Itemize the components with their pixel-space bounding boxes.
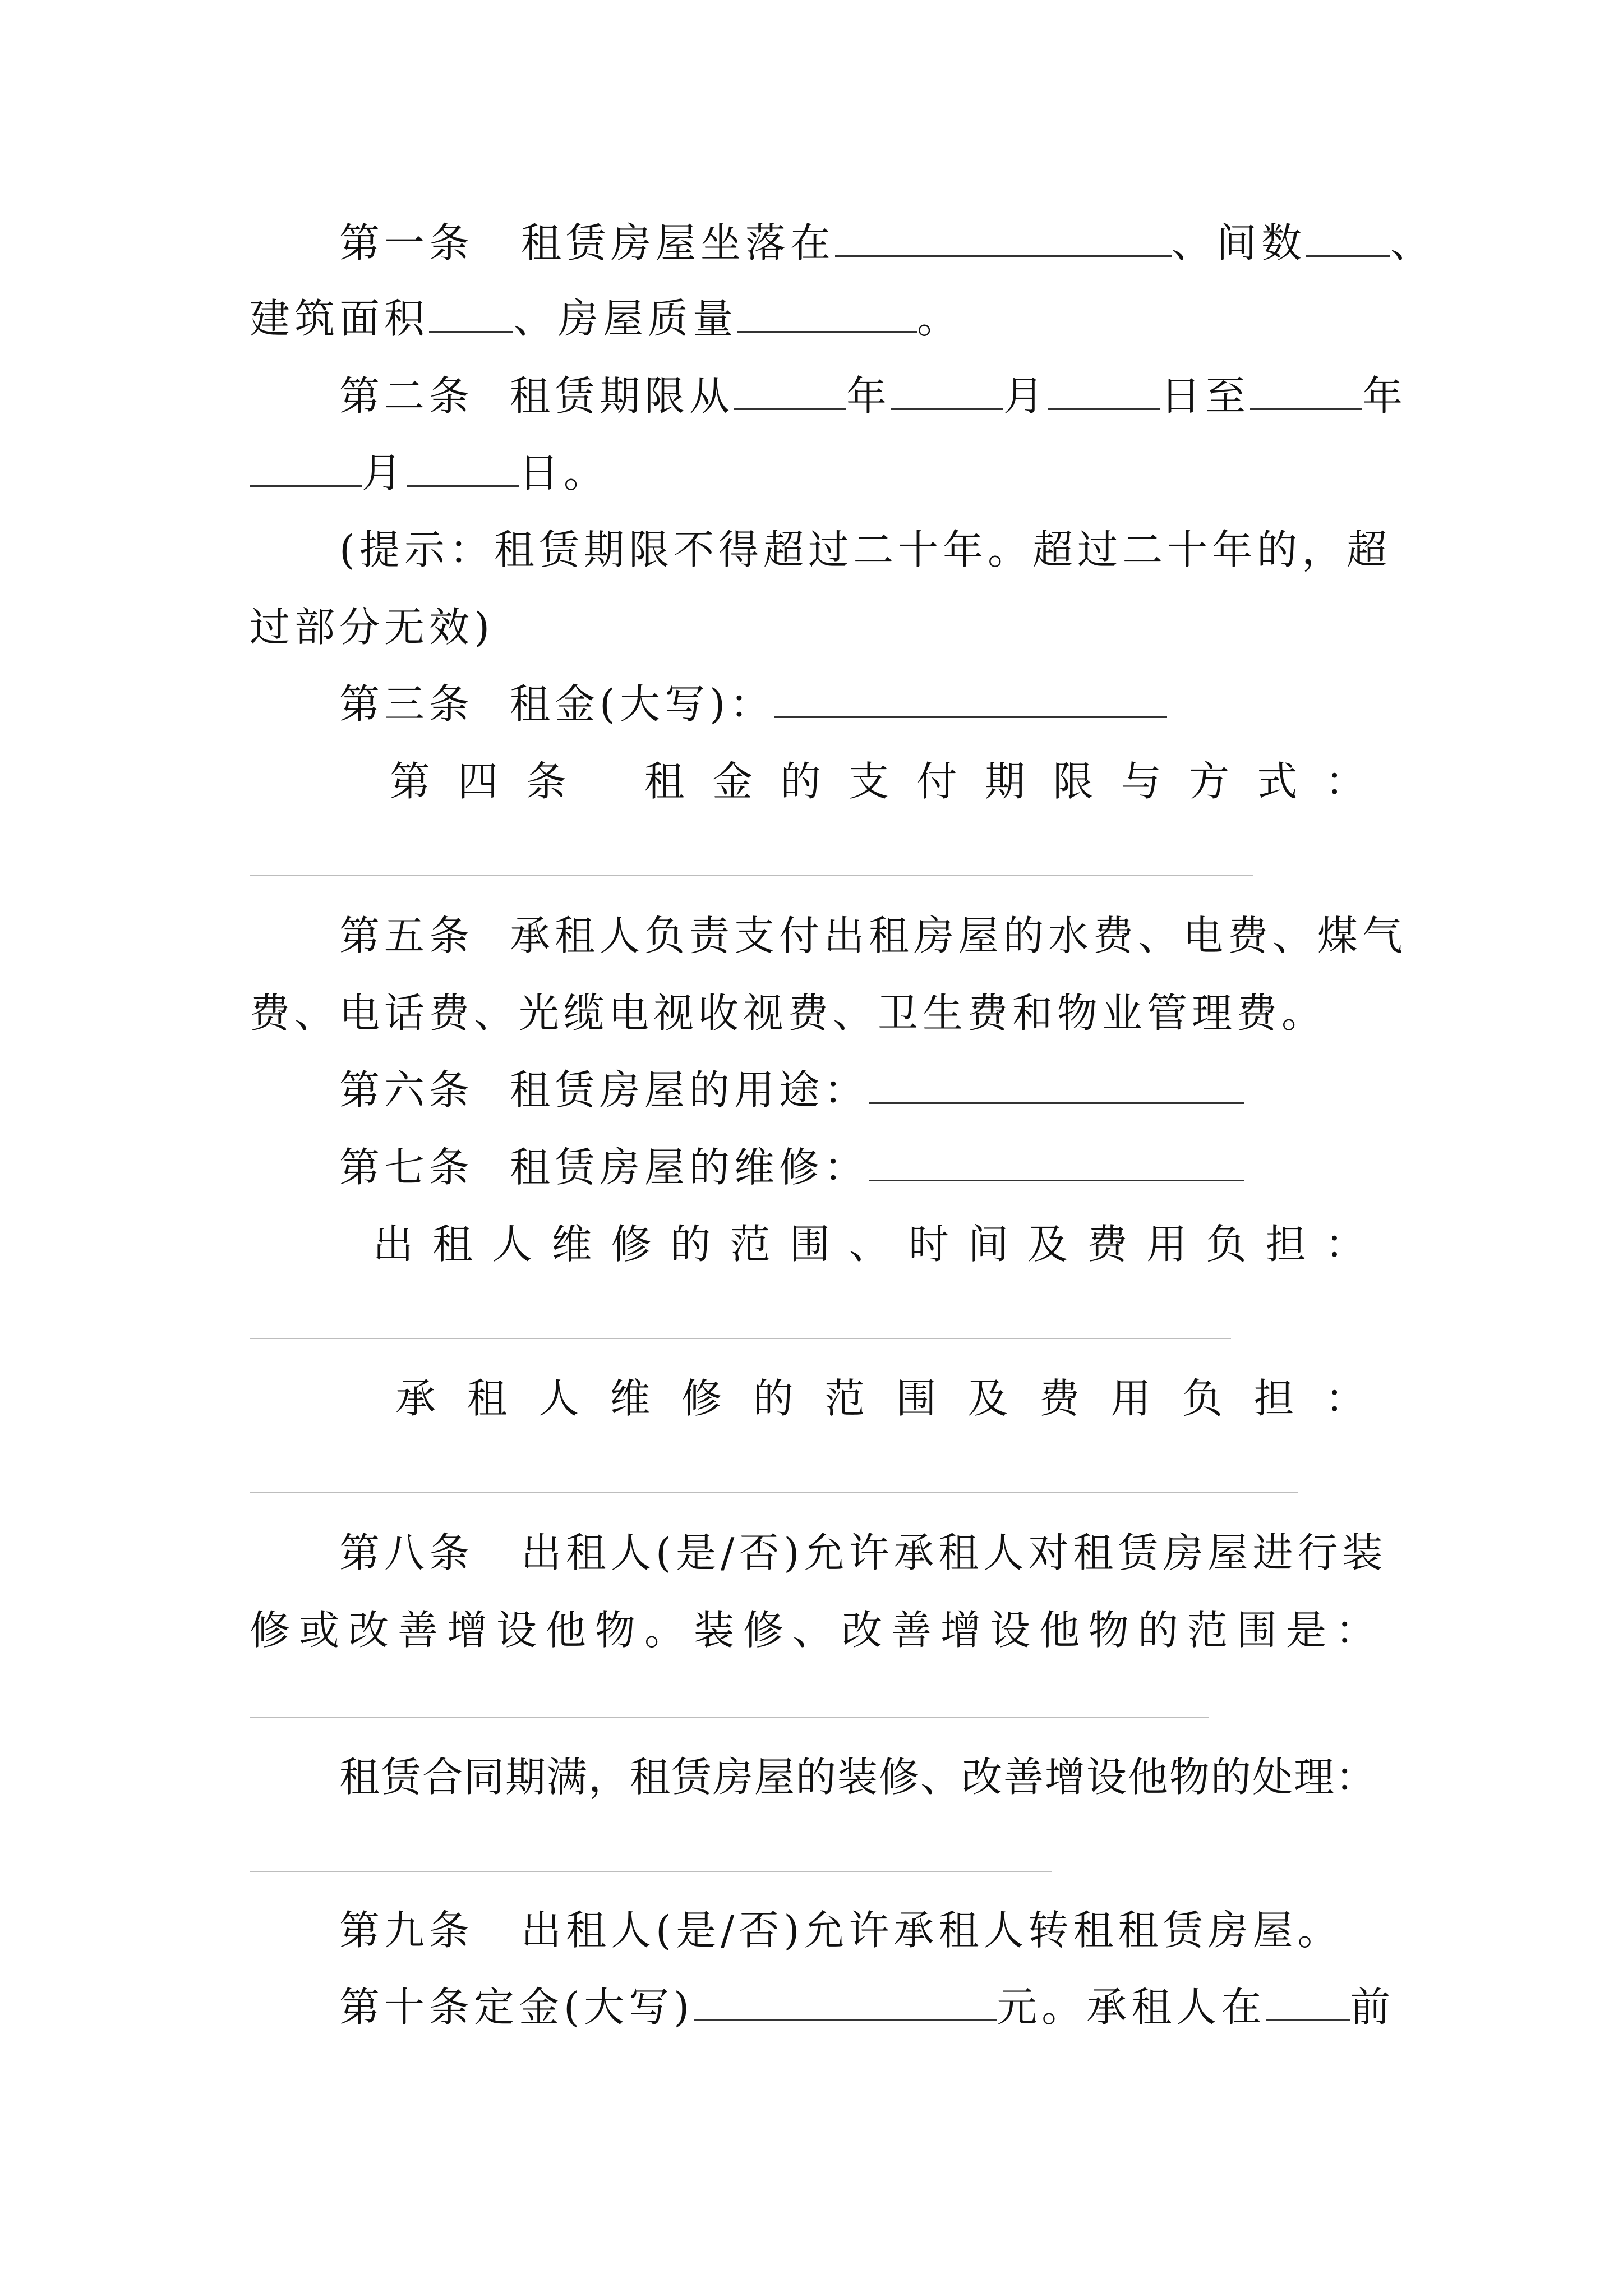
lessee-repair-char: 及 [967,1375,1008,1422]
month-label-2: 月 [362,449,407,496]
usage-blank[interactable] [869,1069,1244,1104]
rent-blank[interactable] [774,683,1167,718]
article-5-line-1 [339,909,1489,963]
lessee-repair-char: 围 [896,1375,937,1422]
lessor-repair-char: 维 [551,1221,592,1268]
article-5-text-1: 承租人负责支付出租房屋的水费、电费、煤气 [510,912,1408,959]
article-1-label: 第一条 [339,219,474,266]
article-8-text-1: 出租人(是/否)允许承租人对租赁房屋进行装 [521,1529,1387,1576]
lessee-repair-char: 租 [467,1375,508,1422]
article-4-char: 四 [458,758,499,805]
lessor-repair-char: 出 [373,1221,414,1268]
article-7-line [339,1140,1489,1194]
article-4-line [390,754,1366,808]
lessor-repair-char: 担 [1265,1221,1306,1268]
article-4-char: 与 [1121,758,1161,805]
year-label: 年 [846,372,892,420]
deposit-blank[interactable] [694,1986,997,2021]
article-8-line-1 [339,1526,1489,1580]
article-4-char: 租 [644,758,685,805]
article-5-line-2: 费、电话费、光缆电视收视费、卫生费和物业管理费。 [250,990,1327,1037]
lessee-repair-line [395,1372,1366,1425]
article-2-label: 第二条 [339,372,474,420]
deposit-date-blank[interactable] [1266,1986,1350,2021]
lessee-repair-char: 负 [1182,1375,1223,1422]
area-blank[interactable] [429,297,513,333]
rooms-blank[interactable] [1306,222,1390,257]
day-to-label: 日至 [1160,372,1251,420]
lessor-repair-char: 间 [968,1221,1009,1268]
expiry-blank[interactable] [250,1871,1052,1872]
rooms-label: 、间数 [1172,219,1307,266]
article-4-char: 支 [848,758,889,805]
article-9-text: 出租人(是/否)允许承租人转租租赁房屋。 [521,1907,1343,1954]
note-line-1: (提示：租赁期限不得超过二十年。超过二十年的，超 [339,526,1392,573]
article-7-label: 第七条 [339,1144,474,1191]
usage-label: 租赁房屋的用途： [510,1066,869,1114]
period: 。 [917,295,962,342]
end-year-blank[interactable] [1250,375,1362,410]
article-4-char: 限 [1053,758,1094,805]
lessor-repair-line [373,1217,1366,1271]
lessor-repair-char: ： [1325,1221,1366,1268]
lessee-repair-char: 承 [395,1375,436,1422]
day-end-label: 日。 [519,449,609,496]
lessee-repair-char: 维 [610,1375,651,1422]
article-8-line-2: 修或改善增设他物。装修、改善增设他物的范围是： [250,1607,1385,1654]
before-label: 前 [1350,1984,1395,2031]
quality-blank[interactable] [737,297,917,333]
article-3-label: 第三条 [339,680,474,728]
start-year-blank[interactable] [734,375,846,410]
article-1-line-2 [250,292,1399,346]
end-day-blank[interactable] [407,452,519,487]
article-2-line-2 [250,446,1399,500]
article-10-line [339,1980,1489,2034]
lessor-repair-char: 的 [670,1221,711,1268]
deposit-label: 第十条定金(大写) [339,1984,694,2031]
repair-blank[interactable] [869,1146,1244,1181]
article-4-char: 金 [712,758,753,805]
article-4-blank[interactable] [250,875,1253,876]
lessee-repair-char: 费 [1039,1375,1080,1422]
lessor-repair-char: 费 [1087,1221,1128,1268]
lessor-repair-char: 修 [611,1221,652,1268]
term-label: 租赁期限从 [510,372,735,420]
article-4-char: ： [1325,758,1366,805]
lessor-repair-char: 人 [492,1221,533,1268]
article-2-line-1 [339,369,1489,423]
lessee-repair-char: 担 [1253,1375,1294,1422]
lessee-repair-char: 人 [538,1375,579,1422]
article-4-char: 第 [390,758,431,805]
article-6-label: 第六条 [339,1066,474,1114]
article-1-line-1 [339,216,1489,270]
end-month-blank[interactable] [250,452,362,487]
lessee-repair-blank[interactable] [250,1492,1298,1493]
article-9-label: 第九条 [339,1907,474,1954]
location-blank[interactable] [835,222,1172,257]
lessor-repair-char: 用 [1146,1221,1187,1268]
year-label-2: 年 [1362,372,1408,420]
repair-label: 租赁房屋的维修： [510,1144,869,1191]
article-6-line [339,1063,1489,1117]
rent-label: 租金(大写)： [510,680,775,728]
comma: 、 [1390,219,1436,266]
article-4-char: 的 [780,758,821,805]
start-day-blank[interactable] [1048,375,1160,410]
article-4-char [594,754,616,808]
lessor-repair-char: 租 [432,1221,473,1268]
lessee-repair-char: 用 [1110,1375,1151,1422]
lessee-repair-char: 范 [824,1375,865,1422]
start-month-blank[interactable] [891,375,1003,410]
article-9-line [339,1903,1489,1957]
month-label: 月 [1003,372,1049,420]
article-8-label: 第八条 [339,1529,474,1576]
article-3-line [339,677,1489,731]
lessor-repair-char: 负 [1206,1221,1247,1268]
renovation-scope-blank[interactable] [250,1717,1209,1718]
lessor-repair-char: 、 [849,1221,889,1268]
article-4-char: 付 [916,758,957,805]
lessor-repair-char: 时 [908,1221,949,1268]
lessee-repair-char: 修 [681,1375,722,1422]
article-4-char: 条 [525,758,566,805]
lessor-repair-char: 范 [730,1221,771,1268]
quality-label: 、房屋质量 [513,295,738,342]
lessor-repair-char: 围 [789,1221,830,1268]
article-4-char: 方 [1189,758,1230,805]
lessor-repair-blank[interactable] [250,1338,1231,1339]
article-4-char: 式 [1257,758,1298,805]
article-1-text: 租赁房屋坐落在 [521,219,836,266]
lessee-repair-char: 的 [753,1375,794,1422]
expiry-line: 租赁合同期满，租赁房屋的装修、改善增设他物的处理： [339,1754,1377,1801]
lessor-repair-char: 及 [1027,1221,1068,1268]
note-line-2: 过部分无效) [250,604,495,651]
deposit-unit-label: 元。承租人在 [997,1984,1266,2031]
article-4-char: 期 [984,758,1025,805]
article-5-label: 第五条 [339,912,474,959]
area-label: 建筑面积 [250,295,430,342]
lessee-repair-char: ： [1325,1375,1366,1422]
